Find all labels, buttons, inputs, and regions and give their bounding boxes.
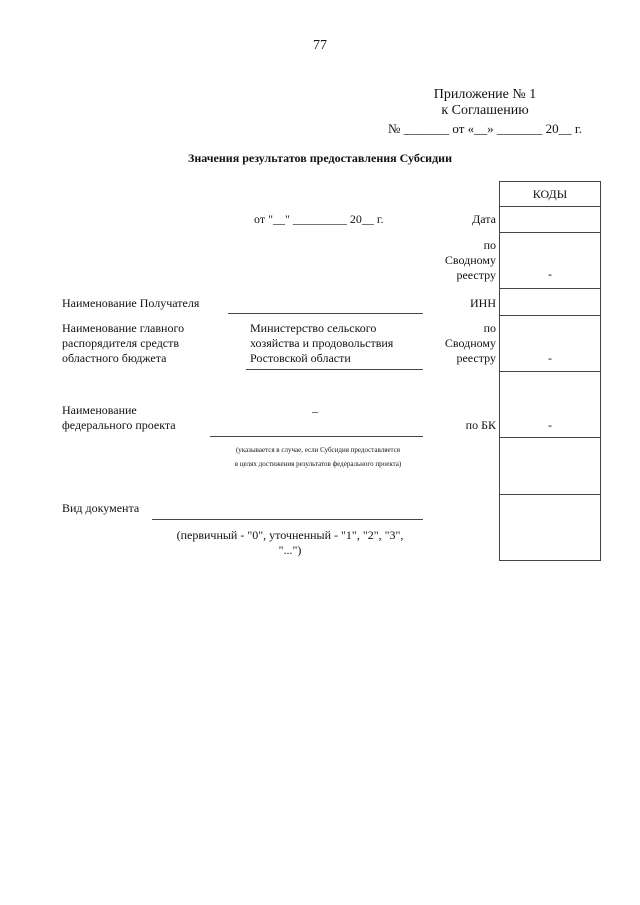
code-svodny2: - bbox=[548, 351, 552, 365]
project-label: Наименование федерального проекта bbox=[62, 403, 176, 432]
codes-header: КОДЫ bbox=[532, 187, 568, 201]
project-underline bbox=[210, 436, 423, 437]
document-title: Значения результатов предоставления Субсидии bbox=[188, 151, 452, 165]
doc-type-underline bbox=[152, 519, 423, 520]
label-svodny1: по Сводному реестру bbox=[444, 238, 496, 282]
codes-divider bbox=[499, 494, 601, 495]
doc-type-label: Вид документа bbox=[62, 501, 140, 515]
project-value: – bbox=[312, 404, 318, 418]
project-note: (указывается в случае, если Субсидия предоставляется в целях достижения результатов федерального проекта) bbox=[234, 446, 402, 468]
gl-rasp-label: Наименование главного распорядителя средств областного бюджета bbox=[62, 321, 185, 365]
page-number: 77 bbox=[313, 38, 327, 53]
codes-divider bbox=[499, 315, 601, 316]
codes-divider bbox=[499, 371, 601, 372]
codes-divider bbox=[499, 232, 601, 233]
label-bk: по БК bbox=[465, 418, 496, 432]
gl-rasp-value: Министерство сельского хозяйства и продовольствия Ростовской области bbox=[250, 321, 394, 365]
code-bk: - bbox=[548, 418, 552, 432]
doc-type-note: (первичный - "0", уточненный - "1", "2", "3", "...") bbox=[176, 528, 404, 557]
recipient-label: Наименование Получателя bbox=[62, 296, 200, 310]
code-svodny1: - bbox=[548, 267, 552, 281]
label-inn: ИНН bbox=[470, 296, 496, 310]
date-line: от "__" _________ 20__ г. bbox=[254, 212, 384, 226]
codes-divider bbox=[499, 437, 601, 438]
recipient-underline bbox=[228, 313, 423, 314]
label-date: Дата bbox=[472, 212, 496, 226]
codes-divider bbox=[499, 206, 601, 207]
gl-rasp-underline bbox=[246, 369, 423, 370]
codes-divider bbox=[499, 288, 601, 289]
appendix-line1: Приложение № 1 bbox=[433, 87, 537, 102]
label-svodny2: по Сводному реестру bbox=[444, 321, 496, 365]
appendix-line2: к Соглашению bbox=[441, 103, 529, 118]
appendix-line3: № _______ от «__» _______ 20__ г. bbox=[388, 121, 583, 136]
appendix-header bbox=[400, 87, 570, 119]
